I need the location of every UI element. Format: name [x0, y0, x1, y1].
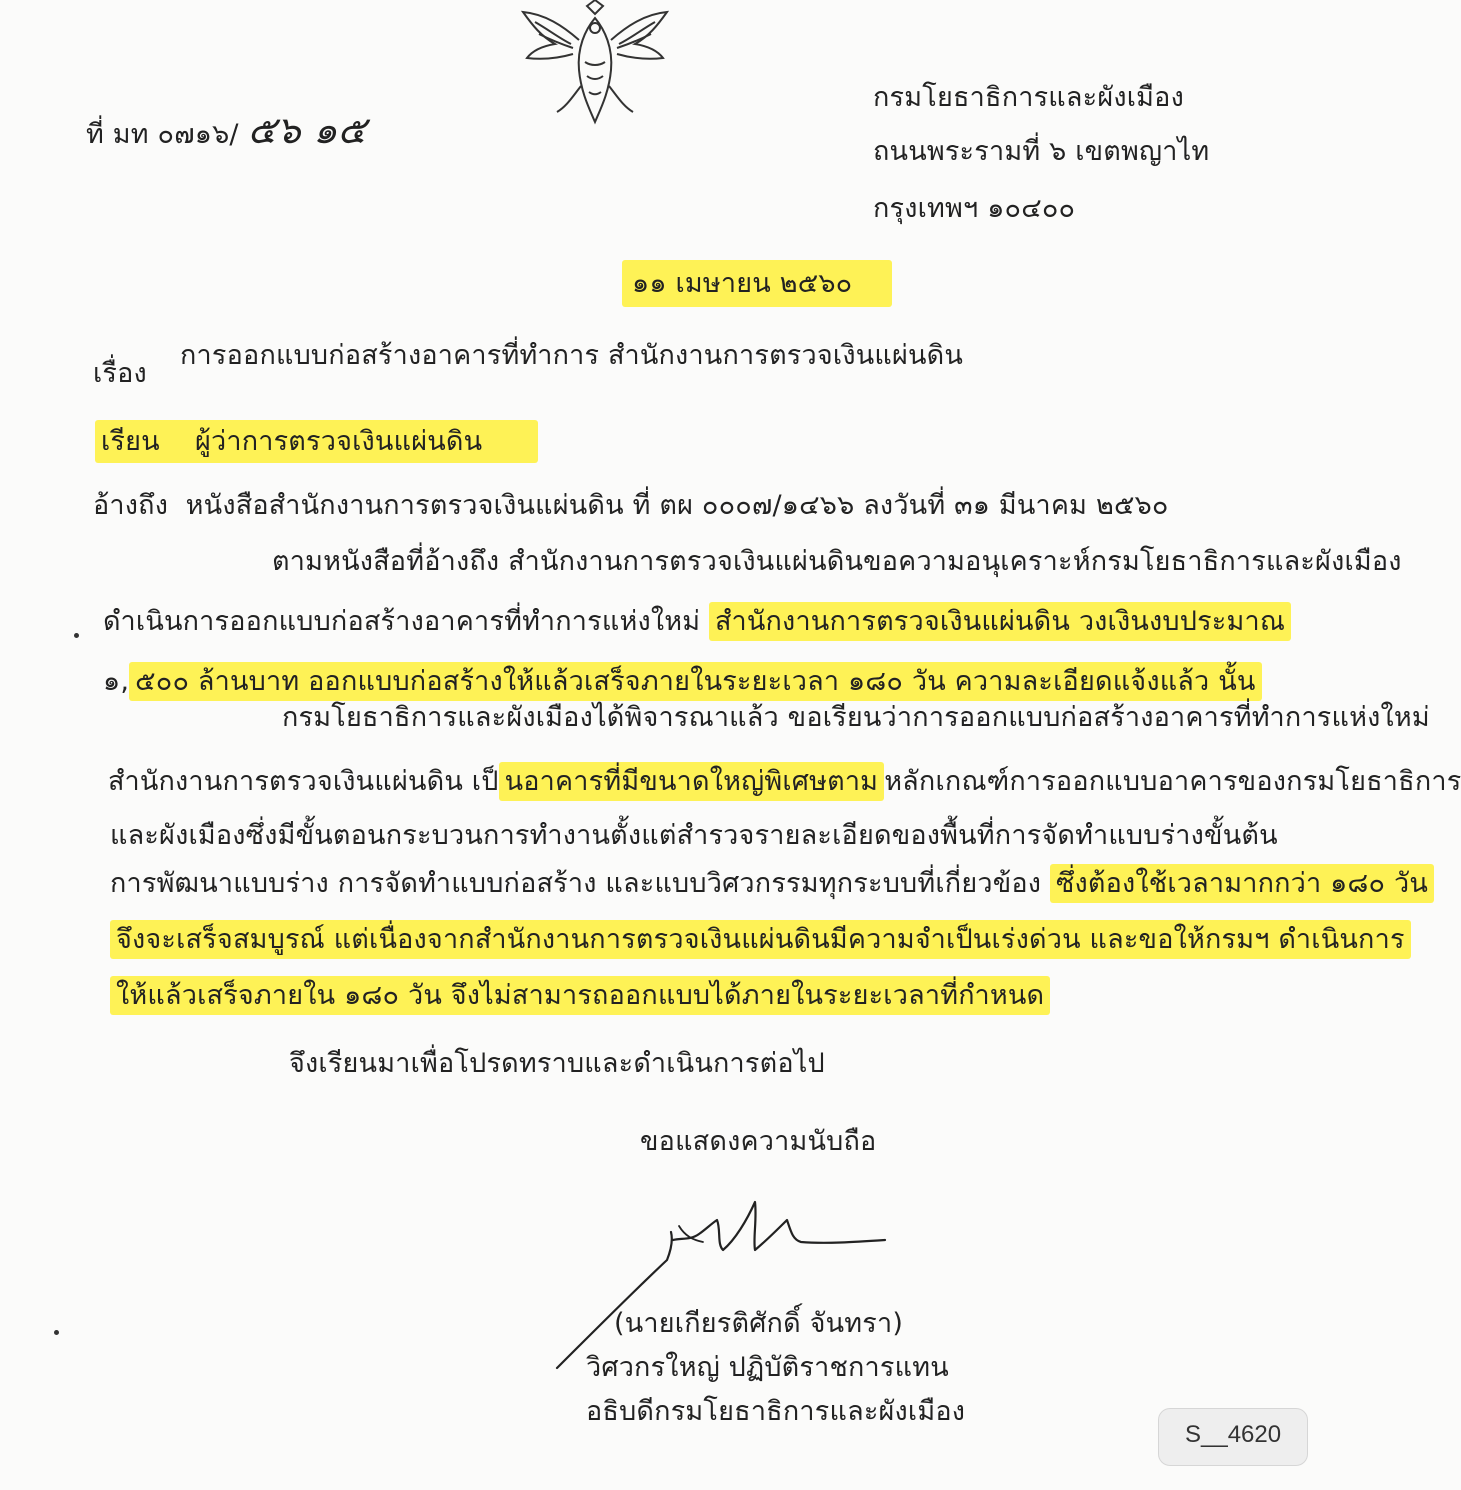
para2-line6 [110, 978, 1050, 1014]
address-line-1: กรมโยธาธิการและผังเมือง [873, 82, 1184, 113]
para1-line3 [103, 664, 1262, 700]
para2-line4-plain: การพัฒนาแบบร่าง การจัดทำแบบก่อสร้าง และแบบวิศวกรรมทุกระบบที่เกี่ยวข้อง [110, 868, 1050, 899]
scan-speck [54, 1330, 59, 1335]
scan-speck [74, 633, 79, 638]
recipient-label: เรียน [101, 426, 160, 457]
reference-to-line [93, 488, 1169, 524]
para2-line5 [110, 922, 1411, 958]
para1-line2-highlight: สำนักงานการตรวจเงินแผ่นดิน วงเงินงบประมาณ [709, 602, 1291, 641]
para1-line2-plain: ดำเนินการออกแบบก่อสร้างอาคารที่ทำการแห่งใหม่ [103, 606, 710, 637]
para2-line4 [110, 866, 1434, 902]
reference-number [86, 108, 367, 153]
garuda-emblem-icon [515, 0, 675, 130]
para1-line2 [103, 604, 1291, 640]
signer-name: (นายเกียรติศักดิ์ จันทรา) [614, 1308, 904, 1339]
reference-prefix: ที่ มท ๐๗๑๖/ [86, 119, 239, 150]
para2-line3: และผังเมืองซึ่งมีขั้นตอนกระบวนการทำงานตั้งแต่สำรวจรายละเอียดของพื้นที่การจัดทำแบบร่างขั้นต้น [110, 820, 1278, 851]
para2-line5-highlight: จึงจะเสร็จสมบูรณ์ แต่เนื่องจากสำนักงานการตรวจเงินแผ่นดินมีความจำเป็นเร่งด่วน และขอให้กรมฯ ดำเนินการ [110, 920, 1411, 959]
date-highlight: ๑๑ เมษายน ๒๕๖๐ [622, 260, 892, 307]
signer-title-2: อธิบดีกรมโยธาธิการและผังเมือง [586, 1396, 966, 1427]
address-line-3: กรุงเทพฯ ๑๐๔๐๐ [873, 193, 1076, 224]
para2-line2 [108, 764, 1461, 800]
subject-text: การออกแบบก่อสร้างอาคารที่ทำการ สำนักงานการตรวจเงินแผ่นดิน [180, 340, 964, 371]
para2-line1: กรมโยธาธิการและผังเมืองได้พิจารณาแล้ว ขอเรียนว่าการออกแบบก่อสร้างอาคารที่ทำการแห่งใหม่ [282, 702, 1430, 733]
para1-line3-highlight: ๕๐๐ ล้านบาท ออกแบบก่อสร้างให้แล้วเสร็จภายในระยะเวลา ๑๘๐ วัน ความละเอียดแจ้งแล้ว นั้น [129, 662, 1261, 701]
address-line-2: ถนนพระรามที่ ๖ เขตพญาไท [873, 136, 1210, 167]
reference-to-text: หนังสือสำนักงานการตรวจเงินแผ่นดิน ที่ ตผ ๐๐๐๗/๑๔๖๖ ลงวันที่ ๓๑ มีนาคม ๒๕๖๐ [185, 490, 1169, 521]
corner-tag: S__4620 [1158, 1408, 1308, 1466]
para2-line2-start: สำนักงานการตรวจเงินแผ่นดิน เป็ [108, 766, 499, 797]
closing-line: จึงเรียนมาเพื่อโปรดทราบและดำเนินการต่อไป [289, 1048, 825, 1079]
salutation: ขอแสดงความนับถือ [640, 1126, 877, 1157]
para2-line4-highlight: ซึ่งต้องใช้เวลามากกว่า ๑๘๐ วัน [1050, 864, 1434, 903]
reference-handwritten: ๕๖ ๑๕ [247, 108, 367, 152]
signer-title-1: วิศวกรใหญ่ ปฏิบัติราชการแทน [586, 1352, 949, 1383]
subject-label: เรื่อง [93, 358, 147, 389]
para1-line1: ตามหนังสือที่อ้างถึง สำนักงานการตรวจเงินแผ่นดินขอความอนุเคราะห์กรมโยธาธิการและผังเมือง [272, 546, 1402, 577]
para2-line6-highlight: ให้แล้วเสร็จภายใน ๑๘๐ วัน จึงไม่สามารถออกแบบได้ภายในระยะเวลาที่กำหนด [110, 976, 1050, 1015]
para1-line3-plain: ๑, [103, 666, 130, 697]
letter-date [622, 266, 892, 302]
recipient-text: ผู้ว่าการตรวจเงินแผ่นดิน [194, 426, 483, 457]
recipient-line [95, 424, 538, 460]
reference-to-label: อ้างถึง [93, 490, 169, 521]
para2-line2-end: หลักเกณฑ์การออกแบบอาคารของกรมโยธาธิการ [884, 766, 1461, 797]
para2-line2-highlight: นอาคารที่มีขนาดใหญ่พิเศษตาม [499, 762, 885, 801]
